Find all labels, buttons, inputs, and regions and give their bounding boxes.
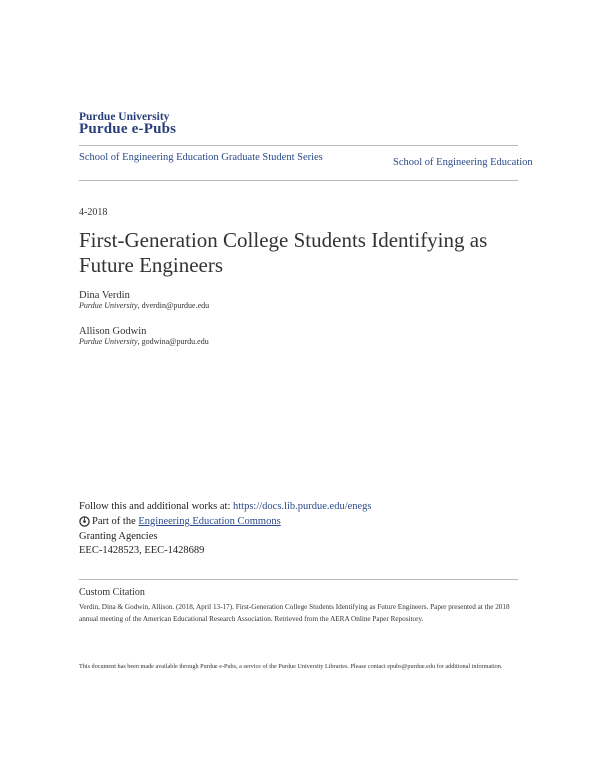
author-email[interactable]: godwina@purdu.edu [141, 337, 209, 346]
commons-link[interactable]: Engineering Education Commons [138, 516, 281, 527]
citation-text: Verdin, Dina & Godwin, Allison. (2018, April 13-17). First-Generation College Students Identifying as Future Engineers. Paper presented at the 2018 annual meeting of the American Educational Research Association. Retrieved from the AERA Online Paper Repository. [79, 603, 510, 623]
author-name: Dina Verdin [79, 290, 130, 301]
citation-heading: Custom Citation [79, 587, 145, 598]
follow-url-link[interactable]: https://docs.lib.purdue.edu/enegs [233, 501, 372, 512]
repository-name[interactable]: Purdue e-Pubs [79, 121, 177, 137]
grant-numbers: EEC-1428523, EEC-1428689 [79, 545, 205, 556]
part-of-text: Part of the [92, 516, 136, 527]
author-block [79, 290, 209, 310]
citation-divider [79, 579, 518, 580]
footer-note: This document has been made available through Purdue e-Pubs, a service of the Purdue University Libraries. Please contact epubs@purdue.edu for additional information. [79, 663, 503, 670]
affiliation-sep: , [137, 301, 142, 310]
network-icon [79, 516, 90, 527]
header-divider-top [79, 145, 518, 146]
author-affiliation [79, 337, 209, 346]
author-name: Allison Godwin [79, 326, 147, 337]
follow-line [79, 501, 372, 512]
part-of-line [79, 516, 281, 527]
school-link[interactable]: School of Engineering Education [393, 157, 533, 168]
affiliation-name: Purdue University [79, 337, 138, 346]
publication-date: 4-2018 [79, 207, 108, 218]
follow-text: Follow this and additional works at: [79, 501, 231, 512]
paper-title: First-Generation College Students Identifying as Future Engineers [79, 228, 488, 277]
author-email[interactable]: dverdin@purdue.edu [141, 301, 210, 310]
author-affiliation [79, 301, 209, 310]
author-block [79, 326, 209, 346]
affiliation-name: Purdue University [79, 301, 138, 310]
granting-agencies-label: Granting Agencies [79, 531, 158, 542]
university-name[interactable]: Purdue University [79, 111, 170, 123]
series-link[interactable]: School of Engineering Education Graduate Student Series [79, 152, 323, 163]
affiliation-sep: , [137, 337, 142, 346]
header-divider-bottom [79, 180, 518, 181]
